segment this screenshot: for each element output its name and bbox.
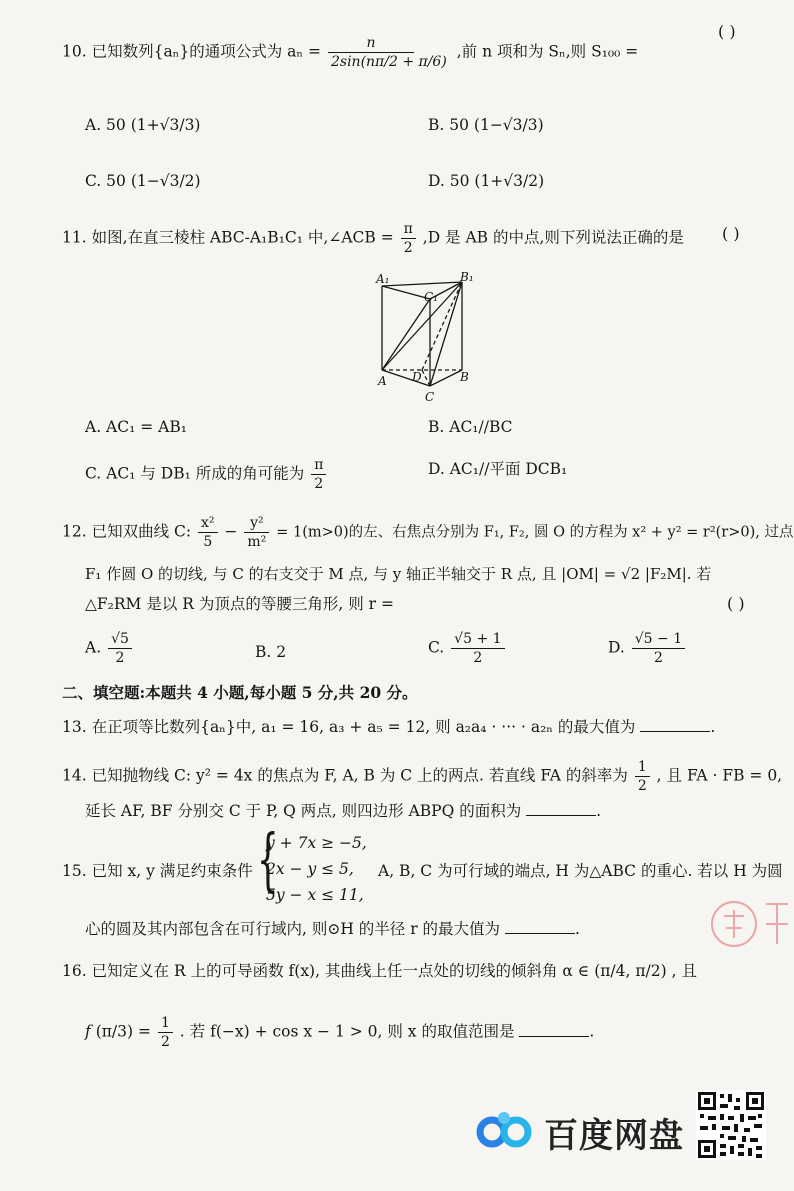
q10-option-c-label: C. 50 — [85, 172, 126, 190]
q12-option-c-fraction — [451, 630, 504, 667]
q10-fraction — [328, 34, 450, 71]
q12-option-c-num: √5 + 1 — [451, 630, 504, 649]
q16-half-num: 1 — [158, 1014, 173, 1033]
q13-text: 13. 在正项等比数列{aₙ}中, a₁ = 16, a₃ + a₅ = 12, 则 a₂a₄ · ··· · a₂ₙ 的最大值为 — [62, 718, 636, 736]
q12-minus: − — [224, 522, 238, 541]
label-a: A — [378, 374, 387, 388]
q11-answer-paren: ( ) — [722, 224, 740, 243]
q10-option-d-expr: (1+√3/2) — [474, 172, 545, 190]
q16-f: f — [85, 1022, 91, 1041]
q10-option-a-label: A. 50 — [85, 116, 126, 134]
q12-x2-fraction — [198, 514, 218, 551]
label-b1: B₁ — [460, 270, 474, 284]
label-b: B — [460, 370, 469, 384]
q14-blank — [526, 801, 596, 816]
q12-option-d — [608, 630, 687, 667]
seal-stamp-icon — [700, 880, 794, 970]
q10-frac-num: n — [328, 34, 414, 53]
baidu-netdisk-logo-icon — [474, 1106, 538, 1154]
q14-slope-fraction — [635, 758, 650, 795]
q14-slope-num: 1 — [635, 758, 650, 777]
q15-condition-2: 2x − y ≤ 5, — [266, 860, 354, 878]
q11-option-a: A. AC₁ = AB₁ — [85, 418, 187, 436]
q10-option-a — [85, 114, 200, 136]
q15-brace: { — [257, 821, 279, 900]
q16-interval: (π/4, π/2) — [594, 962, 667, 980]
q12-line1-b: = 1(m>0)的左、右焦点分别为 F₁, F₂, 圆 O 的方程为 x² + y² = r²(r>0), 过点 — [276, 524, 794, 541]
q14-slope-den: 2 — [637, 778, 647, 794]
q12-y2-fraction — [244, 514, 269, 551]
q14-line2-text: 延长 AF, BF 分别交 C 于 P, Q 两点, 则四边形 ABPQ 的面积为 — [85, 802, 522, 820]
q16-arg: (π/3) — [95, 1022, 134, 1041]
q15-line2-text: 心的圆及其内部包含在可行域内, 则⊙H 的半径 r 的最大值为 — [85, 920, 501, 938]
q11-option-c-fraction — [311, 456, 326, 493]
q12-option-d-label: D. — [608, 638, 625, 657]
baidu-netdisk-brand: 百度网盘 — [544, 1116, 684, 1156]
q12-option-a-fraction — [108, 630, 132, 667]
q13 — [62, 716, 715, 738]
q10-option-b — [428, 114, 544, 136]
q12-answer-paren: ( ) — [727, 594, 745, 613]
q16-equals: = — [138, 1022, 151, 1041]
label-c1: C₁ — [424, 290, 438, 304]
q12-option-a-num: √5 — [108, 630, 132, 649]
q10-option-b-expr: (1−√3/3) — [473, 116, 544, 134]
q12-option-a-label: A. — [85, 638, 102, 657]
q14-line1-b: , 且 FA · FB = 0, — [656, 766, 783, 785]
q11-option-b: B. AC₁//BC — [428, 418, 513, 436]
q12-x2-num: x² — [198, 514, 218, 533]
q16-line2-tail: . 若 f(−x) + cos x − 1 > 0, 则 x 的取值范围是 — [179, 1022, 515, 1041]
q11-option-c-den: 2 — [314, 476, 324, 492]
q13-period: . — [710, 718, 716, 736]
q15-lead: 15. 已知 x, y 满足约束条件 — [62, 862, 253, 880]
q15-tail: A, B, C 为可行域的端点, H 为△ABC 的重心. 若以 H 为圆 — [378, 862, 783, 880]
q11-option-c — [85, 456, 328, 493]
q11-option-d: D. AC₁//平面 DCB₁ — [428, 460, 568, 478]
q11-stem-text: 11. 如图,在直三棱柱 ABC-A₁B₁C₁ 中,∠ACB = — [62, 228, 394, 247]
q11-angle-num: π — [401, 220, 416, 239]
label-a1: A₁ — [376, 272, 390, 286]
q12-option-d-den: 2 — [653, 650, 663, 666]
q15-period: . — [575, 920, 580, 938]
q10-option-a-expr: (1+√3/3) — [130, 116, 201, 134]
q14-line1-a: 14. 已知抛物线 C: y² = 4x 的焦点为 F, A, B 为 C 上的两点. 若直线 FA 的斜率为 — [62, 766, 628, 785]
q14-line1 — [62, 758, 782, 795]
q12-option-a-den: 2 — [115, 650, 125, 666]
q12-x2-den: 5 — [203, 534, 213, 550]
q16-blank — [519, 1022, 589, 1037]
q16-line1 — [62, 960, 697, 982]
q14-line2 — [85, 800, 601, 822]
q12-option-d-num: √5 − 1 — [632, 630, 685, 649]
q12-line3: △F₂RM 是以 R 为顶点的等腰三角形, 则 r = — [85, 595, 394, 613]
q15-condition-1: y + 7x ≥ −5, — [266, 834, 367, 852]
q10-option-d-label: D. 50 — [428, 172, 470, 190]
q16-line1-text: 16. 已知定义在 R 上的可导函数 f(x), 其曲线上任一点处的切线的倾斜角 α ∈ — [62, 962, 590, 980]
q11-option-c-num: π — [311, 456, 326, 475]
q16-half-fraction — [158, 1014, 173, 1051]
q12-option-b: B. 2 — [255, 643, 287, 661]
q16-line2 — [85, 1014, 594, 1051]
q12-option-d-fraction — [632, 630, 685, 667]
q10-frac-den: 2sin(nπ/2 + π/6) — [330, 54, 447, 70]
q10-stem-tail: ,前 n 项和为 Sₙ,则 S₁₀₀ = — [456, 42, 639, 61]
label-c: C — [425, 390, 435, 404]
q11-angle-den: 2 — [403, 240, 413, 256]
q15-blank — [505, 919, 575, 934]
q15-line2 — [85, 918, 580, 940]
q10-option-b-label: B. 50 — [428, 116, 469, 134]
q12-line2: F₁ 作圆 O 的切线, 与 C 的右支交于 M 点, 与 y 轴正半轴交于 R 点, 且 |OM| = √2 |F₂M|. 若 — [85, 565, 712, 583]
q12-option-c-den: 2 — [473, 650, 483, 666]
q10-option-c — [85, 170, 201, 192]
q12-line1 — [62, 514, 794, 551]
q10-option-c-expr: (1−√3/2) — [130, 172, 201, 190]
q10-answer-paren: ( ) — [718, 22, 736, 41]
q12-y2-den: m² — [247, 534, 267, 550]
q13-blank — [640, 717, 710, 732]
q16-period: . — [589, 1022, 595, 1041]
q10-option-d — [428, 170, 544, 192]
q10-stem-text: 10. 已知数列{aₙ}的通项公式为 aₙ = — [62, 42, 322, 61]
q12-option-c-label: C. — [428, 638, 445, 657]
q11-angle-fraction — [401, 220, 416, 257]
q12-y2-num: y² — [244, 514, 269, 533]
q16-line1-tail: , 且 — [671, 962, 697, 980]
q11-stem-tail: ,D 是 AB 的中点,则下列说法正确的是 — [422, 228, 684, 247]
q12-line1-a: 12. 已知双曲线 C: — [62, 522, 192, 541]
q14-period: . — [596, 802, 602, 820]
q12-option-a — [85, 630, 134, 667]
q16-half-den: 2 — [160, 1034, 170, 1050]
q11-option-c-text: C. AC₁ 与 DB₁ 所成的角可能为 — [85, 464, 305, 483]
section-heading-fill-in: 二、填空题:本题共 4 小题,每小题 5 分,共 20 分。 — [62, 683, 418, 702]
q10-stem — [62, 34, 638, 71]
label-d: D — [412, 370, 422, 384]
q11-stem — [62, 220, 684, 257]
q12-option-c — [428, 630, 507, 667]
qr-code-icon[interactable] — [696, 1090, 766, 1160]
q15-condition-3: 5y − x ≤ 11, — [266, 886, 364, 904]
